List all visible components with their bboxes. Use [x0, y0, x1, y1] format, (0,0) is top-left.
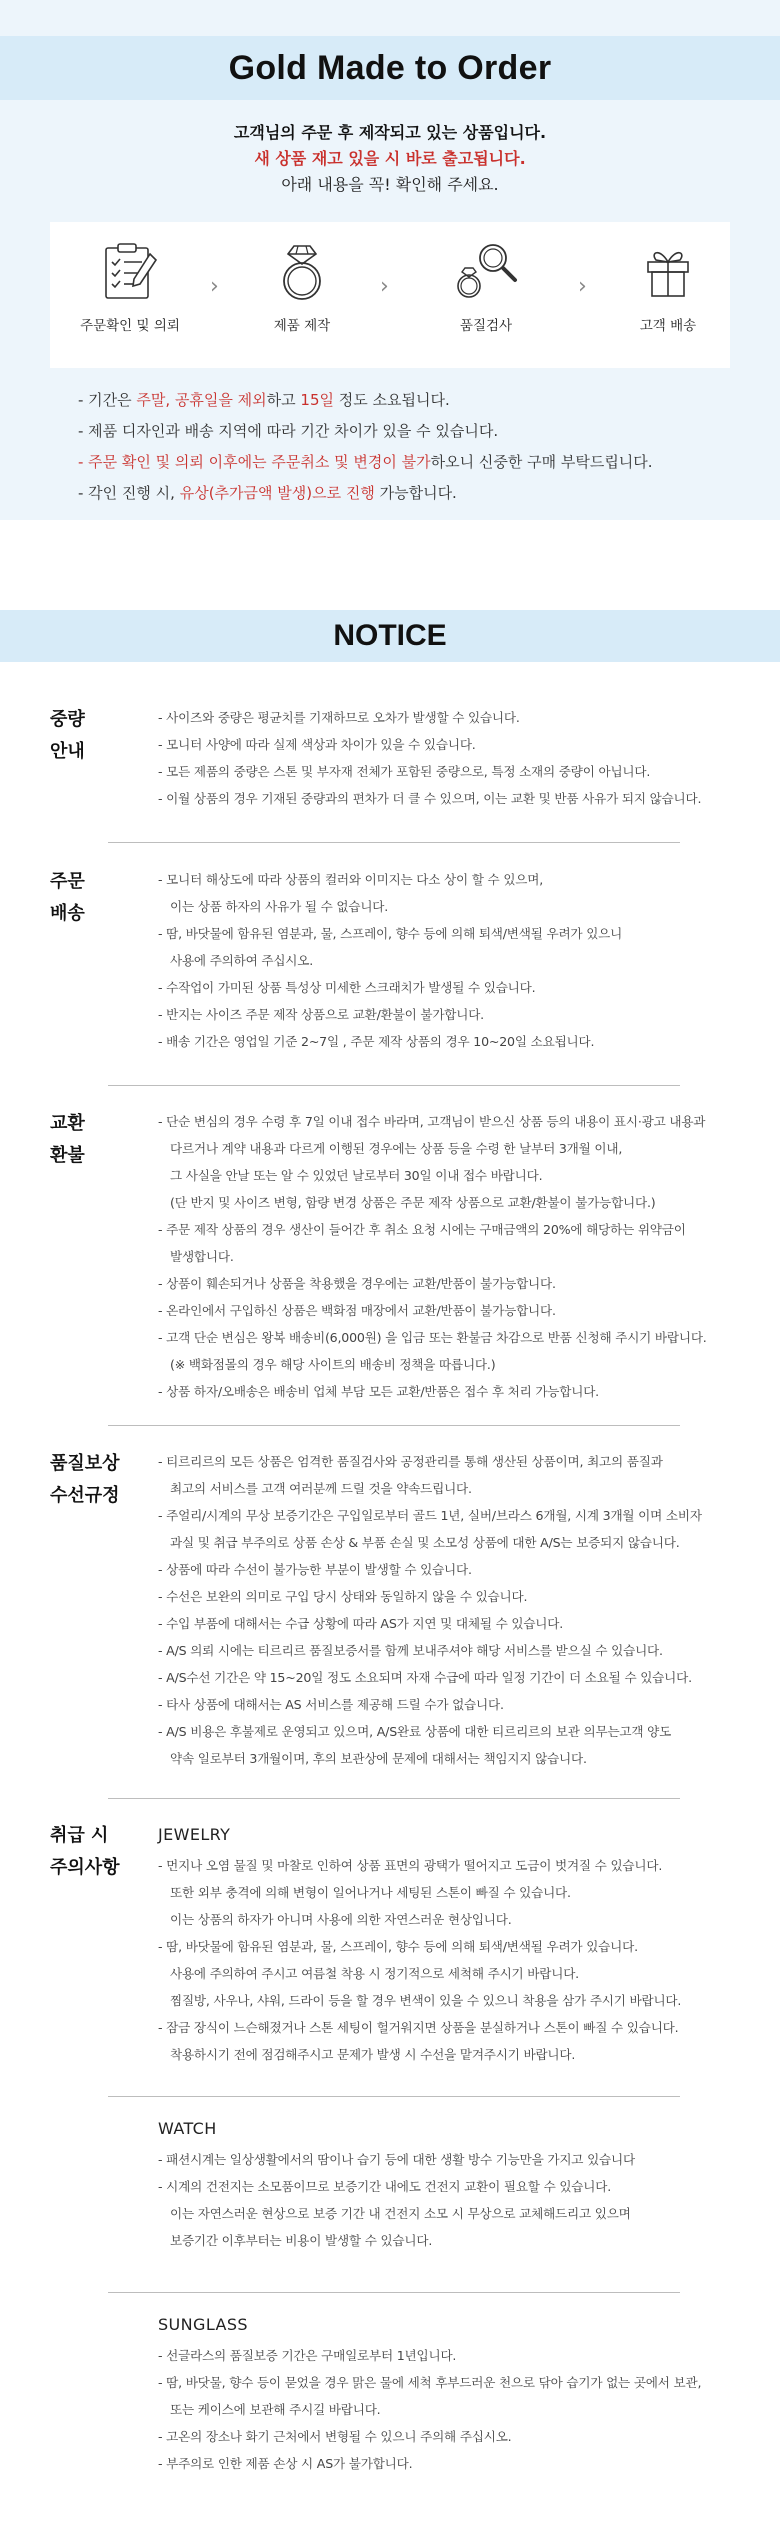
notice-line: - 수작업이 가미된 상품 특성상 미세한 스크래치가 발생될 수 있습니다.	[158, 980, 536, 995]
ring-icon	[270, 240, 334, 302]
step-arrow: ›	[380, 274, 389, 299]
made-to-order-panel	[0, 0, 780, 520]
section-divider	[108, 1798, 680, 1799]
intro-line-1: 고객님의 주문 후 제작되고 있는 상품입니다.	[233, 123, 547, 142]
notice-line: - 이월 상품의 경우 기재된 중량과의 편차가 더 클 수 있으며, 이는 교환 및 반품 사유가 되지 않습니다.	[158, 791, 702, 806]
section-divider	[108, 1085, 680, 1086]
notice-line: - 배송 기간은 영업일 기준 2~7일 , 주문 제작 상품의 경우 10~20일 소요됩니다.	[158, 1034, 595, 1049]
notice-line: 최고의 서비스를 고객 여러분께 드릴 것을 약속드립니다.	[170, 1481, 472, 1496]
notice-line: - 단순 변심의 경우 수령 후 7일 이내 접수 바라며, 고객님이 받으신 상품 등의 내용이 표시·광고 내용과	[158, 1114, 706, 1129]
notice-line: - 상품이 훼손되거나 상품을 착용했을 경우에는 교환/반품이 불가능합니다.	[158, 1276, 556, 1291]
notice-line: - 땀, 바닷물에 함유된 염분과, 물, 스프레이, 향수 등에 의해 퇴색/변색될 우려가 있으니	[158, 926, 623, 941]
notice-line: (※ 백화점몰의 경우 해당 사이트의 배송비 정책을 따릅니다.)	[170, 1357, 496, 1372]
step-label: 품질검사	[459, 318, 513, 334]
notice-line: - 반지는 사이즈 주문 제작 상품으로 교환/환불이 불가합니다.	[158, 1007, 484, 1022]
notice-line: - 상품에 따라 수선이 불가능한 부분이 발생할 수 있습니다.	[158, 1562, 472, 1577]
intro-line-3: 아래 내용을 꼭! 확인해 주세요.	[281, 175, 499, 194]
notice-line: - 모니터 사양에 따라 실제 색상과 차이가 있을 수 있습니다.	[158, 737, 476, 752]
made-to-order-title-bar	[0, 36, 780, 100]
gift-icon	[636, 240, 700, 302]
notice-line: 사용에 주의하여 주시고 여름철 착용 시 정기적으로 세척해 주시기 바랍니다.	[170, 1966, 579, 1981]
notice-line: - 수선은 보완의 의미로 구입 당시 상태와 동일하지 않을 수 있습니다.	[158, 1589, 528, 1604]
notice-line: 보증기간 이후부터는 비용이 발생할 수 있습니다.	[170, 2233, 433, 2248]
section-body	[158, 1108, 730, 1405]
notice-line: - 수입 부품에 대해서는 수급 상황에 따라 AS가 지연 및 대체될 수 있습니다.	[158, 1616, 564, 1631]
notice-line: 그 사실을 안날 또는 알 수 있었던 날로부터 30일 이내 접수 바랍니다.	[170, 1168, 543, 1183]
section-body	[158, 1448, 730, 1772]
notice-line: - 부주의로 인한 제품 손상 시 AS가 불가합니다.	[158, 2456, 413, 2471]
notice-line: - 잠금 장식이 느슨해졌거나 스톤 세팅이 헐거워지면 상품을 분실하거나 스톤이 빠질 수 있습니다.	[158, 2020, 679, 2035]
section-divider	[108, 842, 680, 843]
notice-line: - 온라인에서 구입하신 상품은 백화점 매장에서 교환/반품이 불가능합니다.	[158, 1303, 556, 1318]
step-arrow: ›	[210, 274, 219, 299]
notice-line: - 패션시계는 일상생활에서의 땀이나 습기 등에 대한 생활 방수 기능만을 가지고 있습니다	[158, 2152, 635, 2167]
notice-line: - 선글라스의 품질보증 기간은 구매일로부터 1년입니다.	[158, 2348, 457, 2363]
section-divider	[108, 2292, 680, 2293]
intro-line-2: 새 상품 재고 있을 시 바로 출고됩니다.	[254, 149, 526, 168]
notice-line: 이는 자연스러운 현상으로 보증 기간 내 건전지 소모 시 무상으로 교체해드리고 있으며	[170, 2206, 631, 2221]
note-no-cancel: - 주문 확인 및 의뢰 이후에는 주문취소 및 변경이 불가하오니 신중한 구매 부탁드립니다.	[78, 453, 653, 471]
made-to-order-title: Gold Made to Order	[228, 48, 552, 87]
notice-line: - 땀, 바닷물, 향수 등이 묻었을 경우 맑은 물에 세척 후부드러운 천으로 닦아 습기가 없는 곳에서 보관,	[158, 2375, 702, 2390]
process-steps	[50, 222, 730, 368]
notice-line: - 고객 단순 변심은 왕복 배송비(6,000원) 을 입금 또는 환불금 차감으로 반품 신청해 주시기 바랍니다.	[158, 1330, 707, 1345]
section-divider	[108, 2096, 680, 2097]
section-body	[158, 2310, 730, 2477]
step-label: 제품 제작	[273, 318, 331, 334]
notice-line: - 주문 제작 상품의 경우 생산이 들어간 후 취소 요청 시에는 구매금액의 20%에 해당하는 위약금이	[158, 1222, 686, 1237]
step-label: 주문확인 및 의뢰	[80, 318, 180, 334]
notice-line: - 땀, 바닷물에 함유된 염분과, 물, 스프레이, 향수 등에 의해 퇴색/변색될 우려가 있습니다.	[158, 1939, 638, 1954]
notice-line: 또한 외부 충격에 의해 변형이 일어나거나 세팅된 스톤이 빠질 수 있습니다.	[170, 1885, 571, 1900]
category-jewelry: JEWELRY	[158, 1825, 231, 1844]
notice-line: - A/S수선 기간은 약 15~20일 정도 소요되며 자재 수급에 따라 일정 기간이 더 소요될 수 있습니다.	[158, 1670, 692, 1685]
notice-line: - 상품 하자/오배송은 배송비 업체 부담 모든 교환/반품은 접수 후 처리 가능합니다.	[158, 1384, 599, 1399]
notice-line: 이는 상품 하자의 사유가 될 수 없습니다.	[170, 899, 389, 914]
note-period-variance: - 제품 디자인과 배송 지역에 따라 기간 차이가 있을 수 있습니다.	[78, 422, 499, 440]
category-watch: WATCH	[158, 2119, 217, 2138]
notice-line: 또는 케이스에 보관해 주시길 바랍니다.	[170, 2402, 381, 2417]
magnifier-icon	[451, 240, 521, 302]
step-arrow: ›	[578, 274, 587, 299]
notice-line: - 시계의 건전지는 소모품이므로 보증기간 내에도 건전지 교환이 필요할 수 있습니다.	[158, 2179, 612, 2194]
notice-line: 과실 및 취급 부주의로 상품 손상 & 부품 손실 및 소모성 상품에 대한 A/S는 보증되지 않습니다.	[170, 1535, 680, 1550]
notice-line: - 고온의 장소나 화기 근처에서 변형될 수 있으니 주의해 주십시오.	[158, 2429, 512, 2444]
notice-title-bar	[0, 610, 780, 662]
made-to-order-intro	[0, 120, 780, 198]
notice-line: 찜질방, 사우나, 샤워, 드라이 등을 할 경우 변색이 있을 수 있으니 착용을 삼가 주시기 바랍니다.	[170, 1993, 682, 2008]
notice-line: 이는 상품의 하자가 아니며 사용에 의한 자연스러운 현상입니다.	[170, 1912, 512, 1927]
notice-line: 착용하시기 전에 점검해주시고 문제가 발생 시 수선을 맡겨주시기 바랍니다.	[170, 2047, 576, 2062]
notice-line: 사용에 주의하여 주십시오.	[170, 953, 314, 968]
step-order-confirm	[50, 222, 210, 334]
notice-line: - 티르리르의 모든 상품은 엄격한 품질검사와 공정관리를 통해 생산된 상품이며, 최고의 품질과	[158, 1454, 663, 1469]
note-engraving: - 각인 진행 시, 유상(추가금액 발생)으로 진행 가능합니다.	[78, 484, 457, 502]
notice-title: NOTICE	[333, 619, 447, 652]
notice-line: - A/S 의뢰 시에는 티르리르 품질보증서를 함께 보내주셔야 해당 서비스를 받으실 수 있습니다.	[158, 1643, 663, 1658]
step-delivery	[588, 222, 748, 334]
section-heading: 품질보상 수선규정	[50, 1453, 120, 1506]
section-heading: 주문 배송	[50, 871, 85, 924]
section-body	[158, 866, 730, 1055]
section-divider	[108, 1425, 680, 1426]
notice-line: - 모든 제품의 중량은 스톤 및 부자재 전체가 포함된 중량으로, 특정 소재의 중량이 아닙니다.	[158, 764, 651, 779]
notice-line: 약속 일로부터 3개월이며, 후의 보관상에 문제에 대해서는 책임지지 않습니다.	[170, 1751, 587, 1766]
note-period: - 기간은 주말, 공휴일을 제외하고 15일 정도 소요됩니다.	[78, 391, 450, 409]
notice-line: - 타사 상품에 대해서는 AS 서비스를 제공해 드릴 수가 없습니다.	[158, 1697, 504, 1712]
made-to-order-notes	[78, 385, 653, 509]
category-sunglass: SUNGLASS	[158, 2315, 248, 2334]
notice-line: 다르거나 계약 내용과 다르게 이행된 경우에는 상품 등을 수령 한 날부터 3개월 이내,	[170, 1141, 623, 1156]
step-production	[222, 222, 382, 334]
notice-line: - 주얼리/시계의 무상 보증기간은 구입일로부터 골드 1년, 실버/브라스 6개월, 시계 3개월 이며 소비자	[158, 1508, 702, 1523]
section-heading: 중량 안내	[50, 709, 85, 762]
notice-line: - 먼지나 오염 물질 및 마찰로 인하여 상품 표면의 광택가 떨어지고 도금이 벗겨질 수 있습니다.	[158, 1858, 663, 1873]
notice-line: 발생합니다.	[170, 1249, 234, 1264]
notice-line: (단 반지 및 사이즈 변형, 함량 변경 상품은 주문 제작 상품으로 교환/환불이 불가능합니다.)	[170, 1195, 656, 1210]
section-body	[158, 704, 730, 812]
section-body	[158, 1820, 730, 2068]
section-heading: 취급 시 주의사항	[50, 1825, 120, 1878]
notice-line: - 사이즈와 중량은 평균치를 기재하므로 오차가 발생할 수 있습니다.	[158, 710, 520, 725]
step-quality-check	[406, 222, 566, 334]
clipboard-icon	[98, 240, 162, 302]
notice-line: - 모니터 해상도에 따라 상품의 컬러와 이미지는 다소 상이 할 수 있으며,	[158, 872, 544, 887]
section-heading: 교환 환불	[50, 1113, 85, 1166]
section-body	[158, 2114, 730, 2254]
step-label: 고객 배송	[639, 318, 697, 334]
notice-line: - A/S 비용은 후불제로 운영되고 있으며, A/S완료 상품에 대한 티르리르의 보관 의무는고객 양도	[158, 1724, 672, 1739]
